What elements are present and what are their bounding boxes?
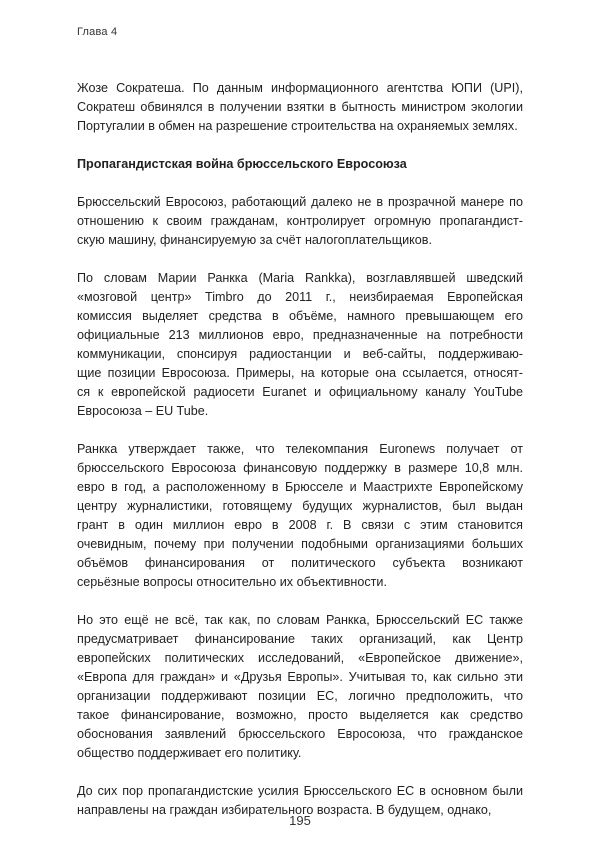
text-line: «мозговой центр» Timbro до 2011 г., неизбираемая Европейская bbox=[77, 290, 523, 304]
text-line: евро в год, а расположенному в Брюсселе и Маастрихте Европейскому bbox=[77, 480, 523, 494]
body-text bbox=[77, 79, 523, 820]
text-line: организации поддерживают позиции ЕС, логично предположить, что bbox=[77, 689, 523, 703]
text-line: Жозе Сократеша. По данным информационного агентства ЮПИ (UPI), bbox=[77, 81, 523, 95]
text-line: грант в один миллион евро в 2008 г. В связи с этим становится bbox=[77, 518, 523, 532]
text-line: ся к европейской радиосети Euranet и официальному каналу YouTube bbox=[77, 385, 523, 399]
text-line: По словам Марии Ранкка (Maria Rankka), возглавлявшей шведский bbox=[77, 271, 523, 285]
text-line: Сократеш обвинялся в получении взятки в бытность министром экологии bbox=[77, 100, 523, 114]
text-line: общество поддерживает его политику. bbox=[77, 746, 302, 760]
paragraph bbox=[77, 440, 523, 592]
paragraph bbox=[77, 79, 523, 136]
text-line: До сих пор пропагандистские усилия Брюссельского ЕС в основном были bbox=[77, 784, 523, 798]
paragraph bbox=[77, 269, 523, 421]
paragraph-gap bbox=[77, 763, 523, 782]
text-line: европейских политических исследований, «Европейское движение», bbox=[77, 651, 523, 665]
text-line: обоснования заявлений брюссельского Евросоюза, что гражданское bbox=[77, 727, 523, 741]
text-line: «Европа для граждан» и «Друзья Европы». Учитывая то, как сильно эти bbox=[77, 670, 523, 684]
text-line: коммуникации, спонсируя радиостанции и веб-сайты, поддерживаю- bbox=[77, 347, 523, 361]
text-line: Португалии в обмен на разрешение строительства на охраняемых землях. bbox=[77, 119, 518, 133]
text-line: такое финансирование, возможно, просто выделяется как средство bbox=[77, 708, 523, 722]
paragraph-gap bbox=[77, 174, 523, 193]
text-line: Евросоюза – EU Tube. bbox=[77, 404, 209, 418]
text-line: официальные 213 миллионов евро, предназначенные на потребности bbox=[77, 328, 523, 342]
text-line: направлены на граждан избирательного возраста. В будущем, однако, bbox=[77, 803, 492, 817]
text-line: центру журналистики, готовящему будущих журналистов, был выдан bbox=[77, 499, 523, 513]
paragraph bbox=[77, 611, 523, 763]
text-line: Ранкка утверждает также, что телекомпания Euronews получает от bbox=[77, 442, 523, 456]
text-line: скую машину, финансируемую за счёт налогоплательщиков. bbox=[77, 233, 432, 247]
text-line: щие позиции Евросоюза. Примеры, на которые она ссылается, относят- bbox=[77, 366, 523, 380]
running-head: Глава 4 bbox=[77, 26, 118, 38]
text-line: очевидным, почему при получении подобными организациями больших bbox=[77, 537, 523, 551]
paragraph-gap bbox=[77, 421, 523, 440]
text-line: предусматривает финансирование таких организаций, как Центр bbox=[77, 632, 523, 646]
text-line: Но это ещё не всё, так как, по словам Ранкка, Брюссельский ЕС также bbox=[77, 613, 523, 627]
text-line: комиссия выделяет средства в объёме, намного превышающем его bbox=[77, 309, 523, 323]
text-line: брюссельского Евросоюза финансовую поддержку в размере 10,8 млн. bbox=[77, 461, 523, 475]
section-heading: Пропагандистская война брюссельского Евросоюза bbox=[77, 157, 407, 171]
paragraph bbox=[77, 193, 523, 250]
page-number: 195 bbox=[289, 813, 311, 828]
paragraph-gap bbox=[77, 136, 523, 155]
text-line: Брюссельский Евросоюз, работающий далеко не в прозрачной манере по bbox=[77, 195, 523, 209]
text-line: серьёзные вопросы относительно их объективности. bbox=[77, 575, 387, 589]
text-line: отношению к своим гражданам, контролирует огромную пропагандист- bbox=[77, 214, 523, 228]
paragraph-gap bbox=[77, 592, 523, 611]
text-line: объёмов финансирования от политического субъекта возникают bbox=[77, 556, 523, 570]
paragraph-gap bbox=[77, 250, 523, 269]
